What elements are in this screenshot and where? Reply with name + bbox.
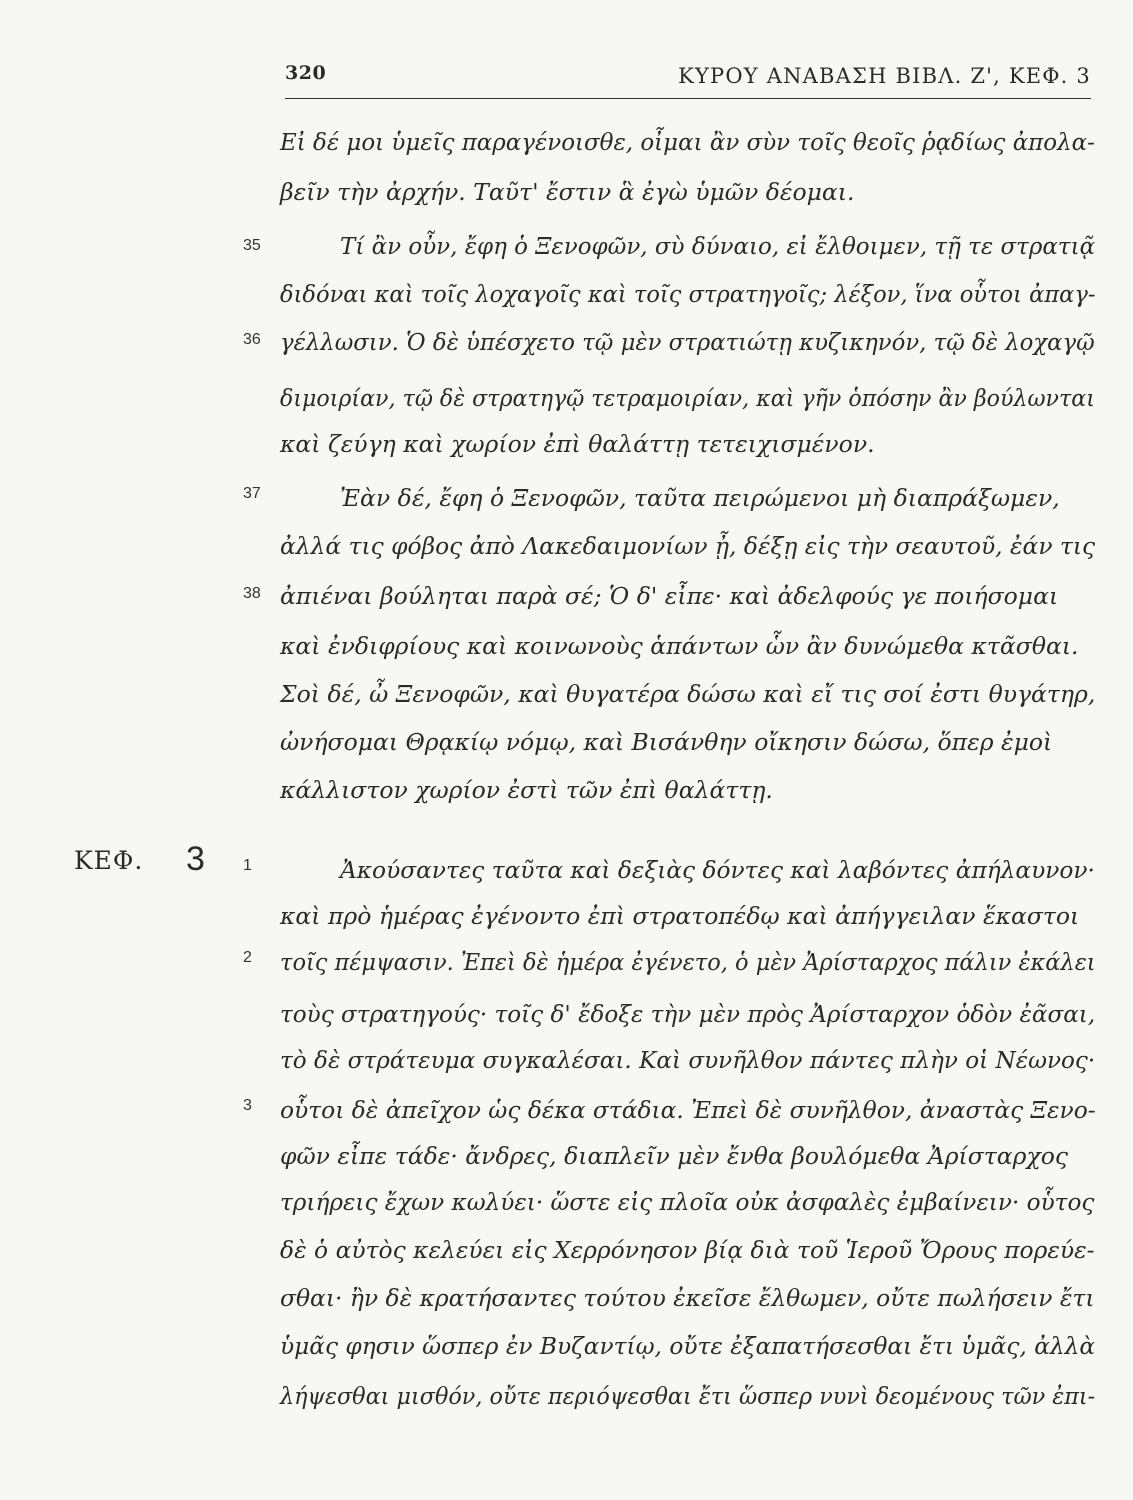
section-number-38: 38 bbox=[243, 585, 261, 602]
running-title: ΚΥΡΟΥ ΑΝΑΒΑΣΗ ΒΙΒΛ. Ζ', ΚΕΦ. 3 bbox=[678, 64, 1091, 88]
chapter-number: 3 bbox=[186, 840, 205, 878]
text-line: διδόναι καὶ τοῖς λοχαγοῖς καὶ τοῖς στρατηγοῖς; λέξον, ἵνα οὗτοι ἀπαγ- bbox=[280, 280, 1096, 308]
text-line: καὶ πρὸ ἡμέρας ἐγένοντο ἐπὶ στρατοπέδῳ καὶ ἀπήγγειλαν ἕκαστοι bbox=[280, 902, 1080, 930]
text-line: Εἰ δέ μοι ὑμεῖς παραγένοισθε, οἶμαι ἂν σὺν τοῖς θεοῖς ῥᾳδίως ἀπολα- bbox=[280, 128, 1095, 156]
running-head bbox=[285, 56, 1091, 99]
section-number-2: 2 bbox=[243, 949, 252, 966]
text-line: δὲ ὁ αὐτὸς κελεύει εἰς Χερρόνησον βίᾳ διὰ τοῦ Ἱεροῦ Ὄρους πορεύε- bbox=[280, 1236, 1095, 1264]
text-line: ὑμᾶς φησιν ὥσπερ ἐν Βυζαντίῳ, οὔτε ἐξαπατήσεσθαι ἔτι ὑμᾶς, ἀλλὰ bbox=[280, 1332, 1096, 1360]
text-line: λήψεσθαι μισθόν, οὔτε περιόψεσθαι ἔτι ὥσπερ νυνὶ δεομένους τῶν ἐπι- bbox=[280, 1382, 1096, 1410]
text-line: τοὺς στρατηγούς· τοῖς δ' ἔδοξε τὴν μὲν πρὸς Ἀρίσταρχον ὁδὸν ἐᾶσαι, bbox=[280, 1000, 1096, 1028]
section-number-36: 36 bbox=[243, 331, 261, 348]
text-line: τοῖς πέμψασιν. Ἐπεὶ δὲ ἡμέρα ἐγένετο, ὁ μὲν Ἀρίσταρχος πάλιν ἐκάλει bbox=[280, 948, 1096, 976]
text-line: σθαι· ἢν δὲ κρατήσαντες τούτου ἐκεῖσε ἔλθωμεν, οὔτε πωλήσειν ἔτι bbox=[280, 1284, 1095, 1312]
text-line: καὶ ζεύγη καὶ χωρίον ἐπὶ θαλάττῃ τετειχισμένον. bbox=[280, 430, 875, 458]
text-line: διμοιρίαν, τῷ δὲ στρατηγῷ τετραμοιρίαν, καὶ γῆν ὁπόσην ἂν βούλωνται bbox=[280, 384, 1095, 412]
text-line: οὗτοι δὲ ἀπεῖχον ὡς δέκα στάδια. Ἐπεὶ δὲ συνῆλθον, ἀναστὰς Ξενο- bbox=[280, 1096, 1096, 1124]
section-number-1: 1 bbox=[243, 857, 252, 874]
text-line: Ἐὰν δέ, ἔφη ὁ Ξενοφῶν, ταῦτα πειρώμενοι μὴ διαπράξωμεν, bbox=[340, 484, 1060, 512]
text-line: καὶ ἐνδιφρίους καὶ κοινωνοὺς ἁπάντων ὧν ἂν δυνώμεθα κτᾶσθαι. bbox=[280, 632, 1079, 660]
text-line: φῶν εἶπε τάδε· ἄνδρες, διαπλεῖν μὲν ἔνθα βουλόμεθα Ἀρίσταρχος bbox=[280, 1142, 1069, 1170]
chapter-label: ΚΕΦ. bbox=[74, 846, 144, 875]
text-line: Σοὶ δέ, ὦ Ξενοφῶν, καὶ θυγατέρα δώσω καὶ εἴ τις σοί ἐστι θυγάτηρ, bbox=[280, 680, 1096, 708]
text-line: ἀπιέναι βούληται παρὰ σέ; Ὁ δ' εἶπε· καὶ ἀδελφούς γε ποιήσομαι bbox=[280, 582, 1059, 610]
text-line: κάλλιστον χωρίον ἐστὶ τῶν ἐπὶ θαλάττῃ. bbox=[280, 776, 773, 804]
text-line: ὠνήσομαι Θρᾳκίῳ νόμῳ, καὶ Βισάνθην οἴκησιν δώσω, ὅπερ ἐμοὶ bbox=[280, 728, 1053, 756]
text-line: Ἀκούσαντες ταῦτα καὶ δεξιὰς δόντες καὶ λαβόντες ἀπήλαυνον· bbox=[340, 856, 1095, 884]
text-line: βεῖν τὴν ἀρχήν. Ταῦτ' ἔστιν ἃ ἐγὼ ὑμῶν δέομαι. bbox=[280, 178, 855, 206]
section-number-37: 37 bbox=[243, 485, 261, 502]
text-line: γέλλωσιν. Ὁ δὲ ὑπέσχετο τῷ μὲν στρατιώτῃ κυζικηνόν, τῷ δὲ λοχαγῷ bbox=[280, 328, 1095, 356]
section-number-3: 3 bbox=[243, 1097, 252, 1114]
page-number: 320 bbox=[285, 62, 327, 84]
section-number-35: 35 bbox=[243, 237, 261, 254]
text-line: τὸ δὲ στράτευμα συγκαλέσαι. Καὶ συνῆλθον πάντες πλὴν οἱ Νέωνος· bbox=[280, 1046, 1096, 1074]
text-line: ἀλλά τις φόβος ἀπὸ Λακεδαιμονίων ᾖ, δέξῃ εἰς τὴν σεαυτοῦ, ἐάν τις bbox=[280, 532, 1096, 560]
text-line: Τί ἂν οὖν, ἔφη ὁ Ξενοφῶν, σὺ δύναιο, εἰ ἔλθοιμεν, τῇ τε στρατιᾷ bbox=[340, 232, 1096, 260]
text-line: τριήρεις ἔχων κωλύει· ὥστε εἰς πλοῖα οὐκ ἀσφαλὲς ἐμβαίνειν· οὗτος bbox=[280, 1188, 1095, 1216]
